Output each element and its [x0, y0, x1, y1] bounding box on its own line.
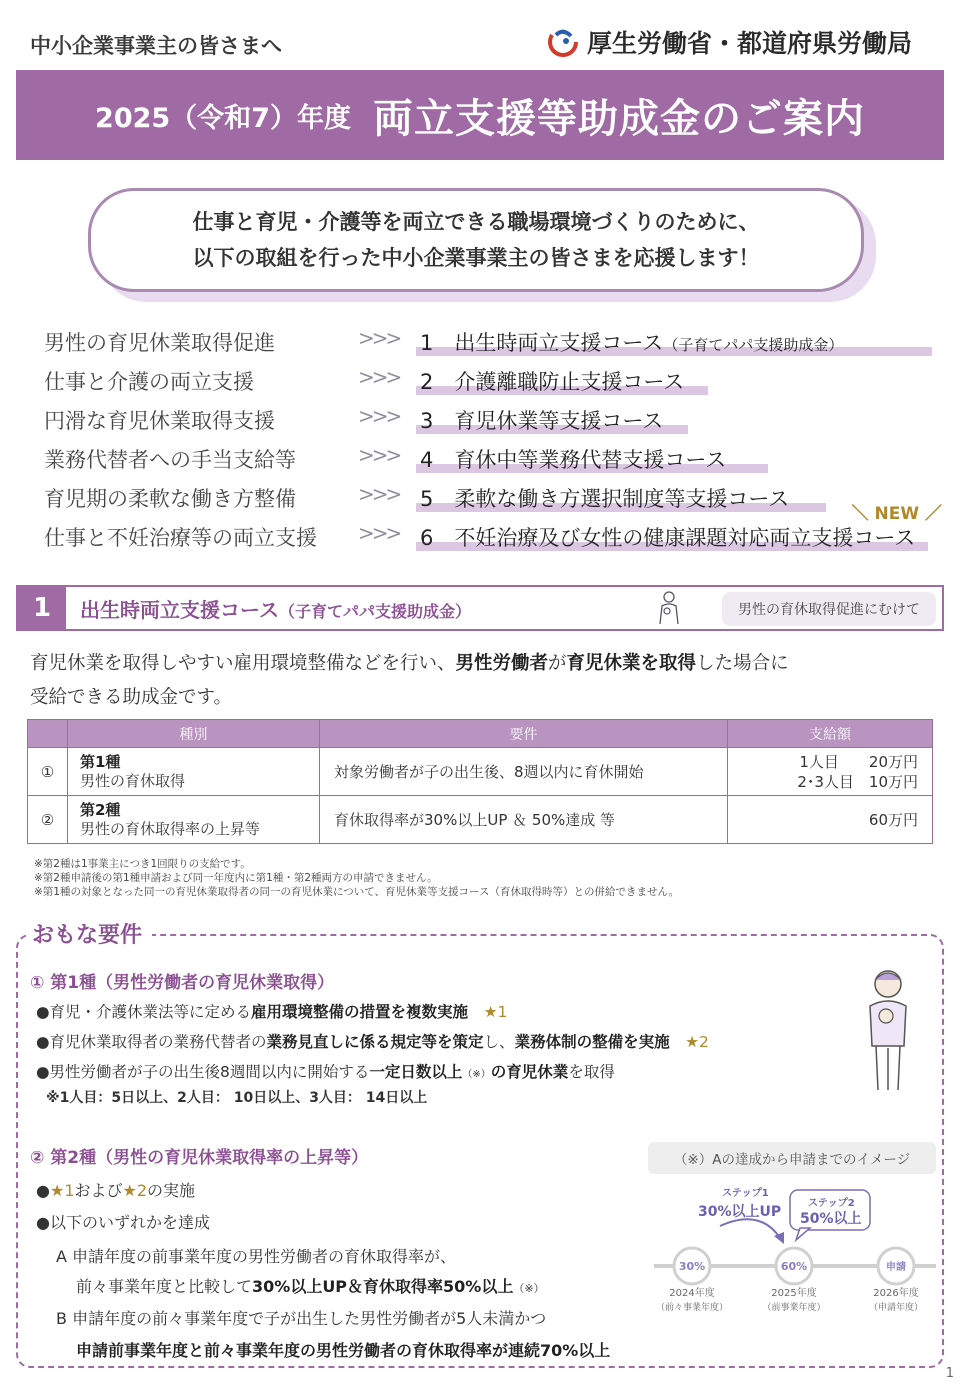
course-row — [44, 480, 944, 519]
intro-line-2: 以下の取組を行った中小企業事業主の皆さまを応援します！ — [192, 246, 760, 270]
page-title: 両立支援等助成金のご案内 — [372, 95, 865, 142]
course-name: 6 不妊治療及び女性の健康課題対応両立支援コース — [420, 526, 916, 550]
course-row — [44, 504, 944, 558]
node-year: 2024年度 — [669, 1288, 715, 1299]
footnote: ※第2種申請後の第1種申請および同一年度内に第1種・第2種両方の申請できません。 — [34, 872, 438, 884]
bullet-text: ●男性労働者が子の出生後8週間以内に開始する — [36, 1063, 370, 1081]
star-icon: ★1 — [49, 1181, 75, 1200]
course-name: 4 育休中等業務代替支援コース — [420, 448, 727, 472]
page-number: 1 — [945, 1366, 954, 1381]
node-value: 申請 — [886, 1262, 906, 1273]
node-year: 2025年度 — [771, 1288, 817, 1299]
node-note: （前々事業年度） — [655, 1303, 729, 1313]
table-header: 種別 — [68, 720, 320, 748]
requirement-heading-2: ② 第2種（男性の育児休業取得率の上昇等） — [30, 1148, 369, 1168]
amount-cell — [728, 748, 933, 796]
star-icon: ★2 — [122, 1181, 148, 1200]
ministry-logo-icon — [547, 26, 579, 58]
section-tag-chip: 男性の育休取得促進にむけて — [722, 592, 936, 626]
bullet-text: および — [74, 1181, 123, 1200]
desc-text: 育児休業を取得しやすい雇用環境整備などを行い、 — [30, 653, 456, 674]
requirement-cell: 対象労働者が子の出生後、8週以内に育休開始 — [320, 748, 728, 796]
desc-text: が — [548, 653, 567, 674]
bullet-emphasis: の育児休業 — [490, 1063, 569, 1081]
course-row — [44, 363, 944, 402]
course-name — [420, 327, 843, 357]
requirement-heading-1: ① 第1種（男性労働者の育児休業取得） — [30, 973, 335, 993]
father-with-baby-icon — [858, 966, 918, 1094]
course-goal: 育児期の柔軟な働き方整備 — [44, 487, 296, 511]
course-row — [44, 324, 944, 363]
chevron-right-icon: >>> — [358, 365, 400, 389]
table-header-blank — [28, 720, 68, 748]
type-desc: 男性の育休取得 — [80, 771, 186, 790]
course-goal: 仕事と介護の両立支援 — [44, 370, 254, 394]
requirement-cell: 育休取得率が30%以上UP ＆ 50%達成 等 — [320, 796, 728, 844]
table-header: 要件 — [320, 720, 728, 748]
course-name-text: 1 出生時両立支援コース — [420, 331, 664, 355]
step1-value: 30%以上UP — [698, 1204, 782, 1220]
node-year: 2026年度 — [873, 1288, 919, 1299]
section-title-sub: （子育てパパ支援助成金） — [279, 601, 472, 621]
condition-b-detail: 申請前事業年度と前々事業年度の男性労働者の育休取得率が連続70%以上 — [76, 1341, 611, 1360]
timeline-caption: （※）Aの達成から申請までのイメージ — [648, 1142, 936, 1174]
course-row — [44, 402, 944, 441]
bullet-emphasis: 業務見直しに係る規定等を策定 — [266, 1033, 484, 1051]
node-note: （前事業年度） — [762, 1303, 826, 1313]
type-cell — [68, 748, 320, 796]
course-goal: 円滑な育児休業取得支援 — [44, 409, 275, 433]
intro-line-1: 仕事と育児・介護等を両立できる職場環境づくりのために、 — [192, 210, 760, 234]
table-header-row — [28, 720, 933, 748]
bullet-text: の実施 — [147, 1181, 196, 1200]
section-title — [80, 594, 471, 623]
bullet-text: ● — [36, 1181, 50, 1200]
condition-a-detail — [76, 1274, 545, 1297]
course-goal: 男性の育児休業取得促進 — [44, 331, 275, 355]
bullet-item: ●以下のいずれかを達成 — [36, 1213, 210, 1232]
course-name: 2 介護離職防止支援コース — [420, 370, 685, 394]
bullet-text: し、 — [483, 1033, 515, 1051]
course-goal: 仕事と不妊治療等の両立支援 — [44, 526, 317, 550]
amount-line: 2･3人目 10万円 — [797, 772, 918, 791]
description-line: 受給できる助成金です。 — [30, 687, 233, 708]
bullet-emphasis: 業務体制の整備を実施 — [514, 1033, 670, 1051]
bullet-item — [36, 1000, 507, 1022]
course-name: 5 柔軟な働き方選択制度等支援コース — [420, 487, 790, 511]
chevron-right-icon: >>> — [358, 404, 400, 428]
description-line — [30, 647, 789, 681]
amount-cell: 60万円 — [728, 796, 933, 844]
new-badge: ＼ NEW ／ — [851, 504, 942, 524]
section-number: 1 — [18, 586, 66, 630]
row-number: ② — [28, 796, 68, 844]
bullet-emphasis: 雇用環境整備の措置を複数実施 — [251, 1003, 469, 1021]
node-value: 60% — [780, 1260, 808, 1273]
section-header — [16, 585, 944, 631]
arrow-head-icon — [774, 1232, 784, 1244]
ministry-brand — [547, 24, 912, 60]
course-row — [44, 441, 944, 480]
type-name: 第1種 — [80, 752, 121, 771]
table-header: 支給額 — [728, 720, 933, 748]
type-desc: 男性の育休取得率の上昇等 — [80, 819, 261, 838]
footnote: ※第2種は1事業主につき1回限りの支給です。 — [34, 858, 251, 870]
bullet-item — [36, 1178, 195, 1201]
ministry-name: 厚生労働省・都道府県労働局 — [586, 29, 912, 58]
chevron-right-icon: >>> — [358, 482, 400, 506]
bullet-text: を取得 — [568, 1063, 615, 1081]
bullet-text: （※） — [513, 1282, 545, 1295]
node-value: 30% — [678, 1260, 706, 1273]
bullet-emphasis: 一定日数以上 — [369, 1063, 463, 1081]
star-icon: ★1 — [483, 1003, 508, 1021]
desc-emphasis: 男性労働者 — [455, 653, 549, 674]
desc-text: した場合に — [696, 653, 789, 674]
bullet-item — [36, 1030, 709, 1052]
step-arrow — [720, 1219, 780, 1238]
intro-bubble — [88, 188, 864, 292]
title-year: 2025（令和7）年度 — [95, 102, 351, 134]
timeline-diagram — [650, 1180, 940, 1325]
bullet-text: ●育児休業取得者の業務代替者の — [36, 1033, 267, 1051]
grant-table — [27, 719, 933, 844]
node-note: （申請年度） — [868, 1303, 924, 1313]
section-description — [30, 647, 789, 715]
bullet-text: 前々事業年度と比較して — [76, 1277, 253, 1296]
section-title-text: 出生時両立支援コース — [80, 597, 279, 622]
row-number: ① — [28, 748, 68, 796]
course-list — [44, 324, 944, 558]
bullet-text: ●育児・介護休業法等に定める — [36, 1003, 252, 1021]
course-name: 3 育児休業等支援コース — [420, 409, 664, 433]
chevron-right-icon: >>> — [358, 521, 400, 545]
table-row — [28, 748, 933, 796]
chevron-right-icon: >>> — [358, 443, 400, 467]
course-goal: 業務代替者への手当支給等 — [44, 448, 296, 472]
course-name-sub: （子育てパパ支援助成金） — [663, 336, 844, 354]
desc-emphasis: 育児休業を取得 — [566, 653, 697, 674]
star-icon: ★2 — [685, 1033, 709, 1051]
condition-a: A 申請年度の前事業年度の男性労働者の育休取得率が、 — [56, 1247, 457, 1266]
title-banner — [16, 70, 944, 160]
type-name: 第2種 — [80, 800, 121, 819]
step2-value: 50%以上 — [800, 1211, 862, 1227]
bullet-emphasis: 30%以上UP＆育休取得率50%以上 — [252, 1277, 514, 1296]
step2-label: ステップ2 — [808, 1198, 855, 1209]
footnote: ※第1種の対象となった同一の育児休業取得者の同一の育児休業について、育児休業等支援コース（育休取得時等）との併給できません。 — [34, 886, 680, 898]
table-row — [28, 796, 933, 844]
step1-label: ステップ1 — [722, 1188, 769, 1199]
bullet-item — [36, 1060, 615, 1082]
bullet-text: （※） — [462, 1069, 491, 1080]
days-note: ※1人目：5日以上、2人目： 10日以上、3人目： 14日以上 — [46, 1090, 428, 1106]
footnotes — [34, 857, 679, 899]
condition-b: B 申請年度の前々事業年度で子が出生した男性労働者が5人未満かつ — [56, 1309, 547, 1328]
type-cell — [68, 796, 320, 844]
chevron-right-icon: >>> — [358, 326, 400, 350]
requirements-label: おもな要件 — [28, 918, 152, 949]
father-figure-icon — [654, 590, 684, 626]
audience-heading: 中小企業事業主の皆さまへ — [30, 34, 282, 58]
amount-line: 1人目 20万円 — [799, 752, 918, 771]
